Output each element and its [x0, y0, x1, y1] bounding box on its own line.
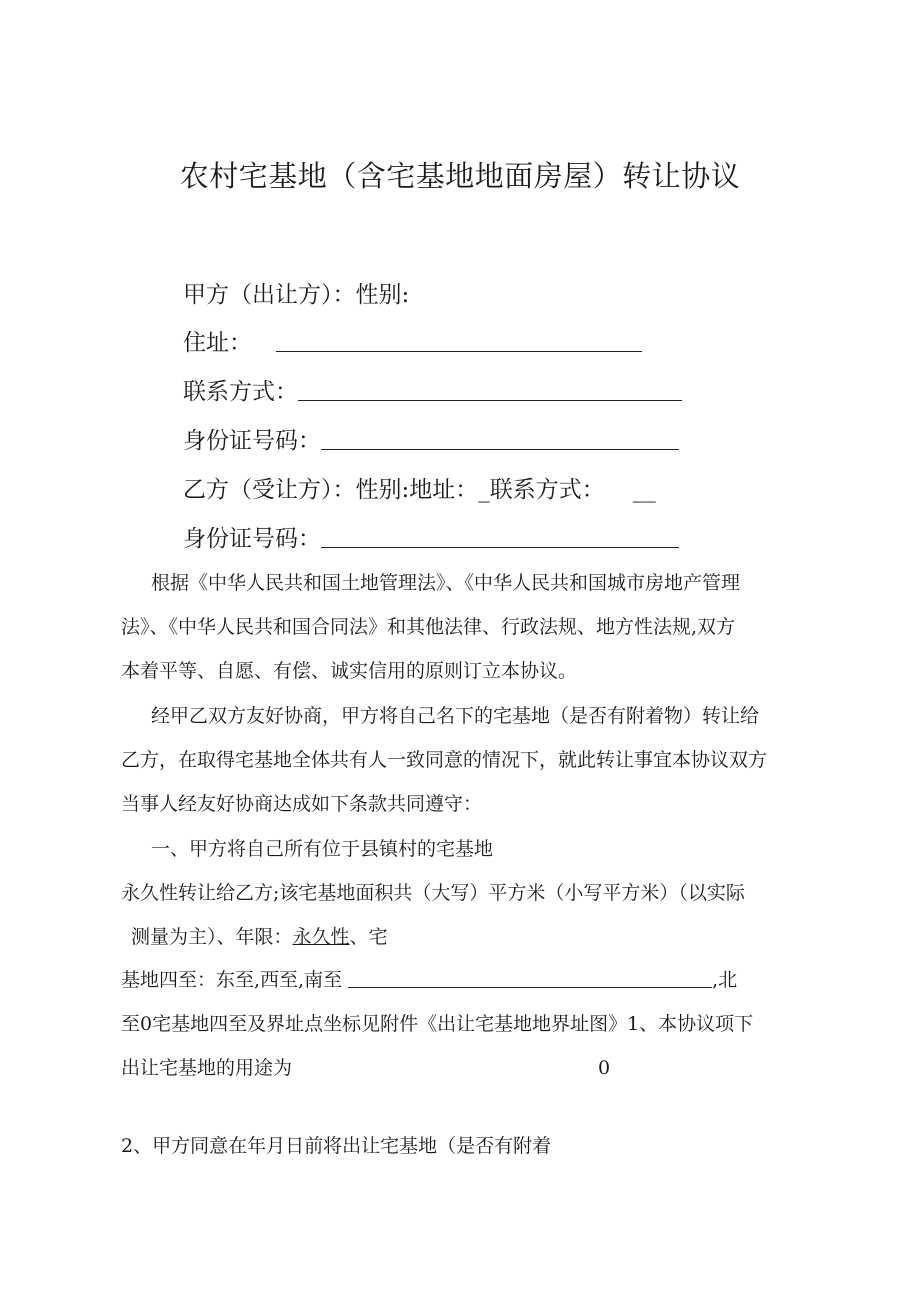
party-b-id-blank	[321, 525, 679, 548]
party-a-contact-blank	[298, 378, 682, 401]
clause-1-line-4	[121, 967, 737, 993]
paragraph-2-line-1: 经甲乙双方友好协商，甲方将自己名下的宅基地（是否有附着物）转让给	[151, 705, 760, 727]
party-b-tail: __	[632, 477, 656, 503]
clause-1-boundaries-label: 基地四至：东至,西至,南至	[121, 969, 343, 991]
clause-1-line-3-tail: 、宅	[349, 926, 388, 948]
party-a-label: 甲方（出让方）：性别:	[183, 282, 410, 308]
party-a-address-label: 住址：	[183, 330, 252, 356]
clause-1-term-label: 测量为主）、年限：	[131, 926, 293, 948]
clause-1-line-3	[131, 924, 388, 950]
document-title: 农村宅基地（含宅基地地面房屋）转让协议	[179, 159, 741, 193]
clause-1-north-label: ,北	[712, 969, 738, 991]
clause-1-line-6	[121, 1055, 292, 1081]
party-a-contact-line	[183, 377, 682, 407]
clause-1-use-value: 0	[598, 1057, 611, 1079]
clause-1-line-5: 至0宅基地四至及界址点坐标见附件《出让宅基地地界址图》1、本协议项下	[121, 1013, 754, 1035]
paragraph-1-line-3: 本着平等、自愿、有偿、诚实信用的原则订立本协议。	[121, 660, 578, 682]
clause-1-use-label: 出让宅基地的用途为	[121, 1057, 293, 1079]
clause-1-line-1: 一、甲方将自己所有位于县镇村的宅基地	[151, 838, 494, 860]
party-a-id-blank	[321, 427, 679, 450]
party-b-id-label: 身份证号码：	[183, 526, 321, 552]
party-b-id-line	[183, 524, 679, 554]
paragraph-2-line-2: 乙方，在取得宅基地全体共有人一致同意的情况下，就此转让事宜本协议双方	[121, 749, 768, 771]
party-a-gender-line	[183, 280, 409, 310]
paragraph-1-line-2: 法》、《中华人民共和国合同法》和其他法律、行政法规、地方性法规,双方	[121, 616, 736, 638]
party-a-contact-label: 联系方式：	[183, 379, 298, 405]
party-b-label: 乙方（受让方）：性别:地址：_联系方式：	[183, 477, 605, 503]
paragraph-2-line-3: 当事人经友好协商达成如下条款共同遵守：	[121, 793, 483, 815]
party-a-id-label: 身份证号码：	[183, 428, 321, 454]
clause-2-line-1: 2、甲方同意在年月日前将出让宅基地（是否有附着	[121, 1135, 552, 1157]
clause-1-boundary-blank	[348, 968, 712, 988]
party-b-line	[183, 475, 656, 505]
party-a-id-line	[183, 426, 679, 456]
paragraph-1-line-1: 根据《中华人民共和国土地管理法》、《中华人民共和国城市房地产管理	[151, 572, 741, 594]
clause-1-term-value: 永久性	[292, 926, 350, 948]
clause-1-line-2: 永久性转让给乙方;该宅基地面积共（大写）平方米（小写平方米）（以实际	[121, 882, 745, 904]
party-a-address-line	[183, 328, 642, 358]
party-a-address-blank	[276, 329, 642, 352]
